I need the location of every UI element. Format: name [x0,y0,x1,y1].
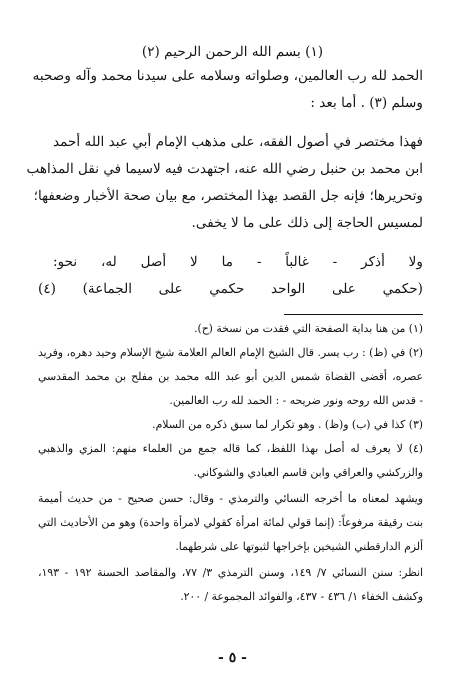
body-line-1: الحمد لله رب العالمين، وصلواته وسلامه على سيدنا محمد وآله وصحبه [32,68,423,84]
body-line-7: ولا أذكر - غالباً - ما لا أصل له، نحو: [53,254,423,270]
page-number: - ٥ - [218,650,247,666]
body-line-4: ابن محمد بن حنبل رضي الله عنه، اجتهدت فيه لاسيما في نقل المذاهب [26,161,423,177]
footnote-4-line-1: (٤) لا يعرف له أصل بهذا اللفظ، كما قاله جمع من العلماء منهم: المزي والذهبي [38,442,423,455]
footnote-2-line-1: (٢) في (ظ) : رب يسر. قال الشيخ الإمام العالم العلامة شيخ الإسلام وحيد دهره، وفريد [38,346,423,359]
footnote-4-line-6: انظر: سنن النسائي ٧/ ١٤٩، وسنن الترمذي ٣/ ٧٧، والمقاصد الحسنة ١٩٢ - ١٩٣، [38,566,423,579]
footnote-4-line-3: ويشهد لمعناه ما أخرجه النسائي والترمذي - وقال: حسن صحيح - من حديث أميمة [38,492,423,505]
footnote-3: (٣) كذا في (ب) و(ظ) . وهو تكرار لما سبق ذكره من السلام. [152,418,423,431]
body-line-8: (حكمي على الواحد حكمي على الجماعة) (٤) [38,281,423,297]
footnote-4-line-7: وكشف الخفاء ١/ ٤٣٦ - ٤٣٧، والفوائد المجموعة / ٢٠٠. [180,590,423,603]
footnote-2-line-2: عصره، أقضى القضاة شمس الدين أبو عبد الله محمد بن مفلح بن محمد المقدسي [38,370,423,383]
footnote-4-line-5: ألزم الدارقطني الشيخين بإخراجها لثبوتها على شرطهما. [175,540,423,553]
footnote-separator [284,314,423,315]
body-line-5: وتحريرها؛ فإنه جل القصد بهذا المختصر، مع بيان صحة الأخبار وضعفها؛ [33,188,423,204]
body-line-2: وسلم (٣) . أما بعد : [310,95,423,111]
body-line-6: لمسيس الحاجة إلى ذلك على ما لا يخفى. [191,215,423,231]
footnote-4-line-2: والزركشي والعراقي وابن قاسم العبادي والشوكاني. [193,466,423,479]
basmala-heading: (١) بسم الله الرحمن الرحيم (٢) [141,44,324,60]
footnote-4-line-4: بنت رقيقة مرفوعاً: (إنما قولي لمائة امرأة كقولي لامرأة واحدة) وهو من الأحاديث التي [38,516,423,529]
footnote-2-line-3: - قدس الله روحه ونور ضريحه - : الحمد لله رب العالمين. [169,394,423,407]
footnote-1: (١) من هنا بداية الصفحة التي فقدت من نسخة (ح). [194,322,423,335]
body-line-3: فهذا مختصر في أصول الفقه، على مذهب الإمام أبي عبد الله أحمد [53,134,423,150]
